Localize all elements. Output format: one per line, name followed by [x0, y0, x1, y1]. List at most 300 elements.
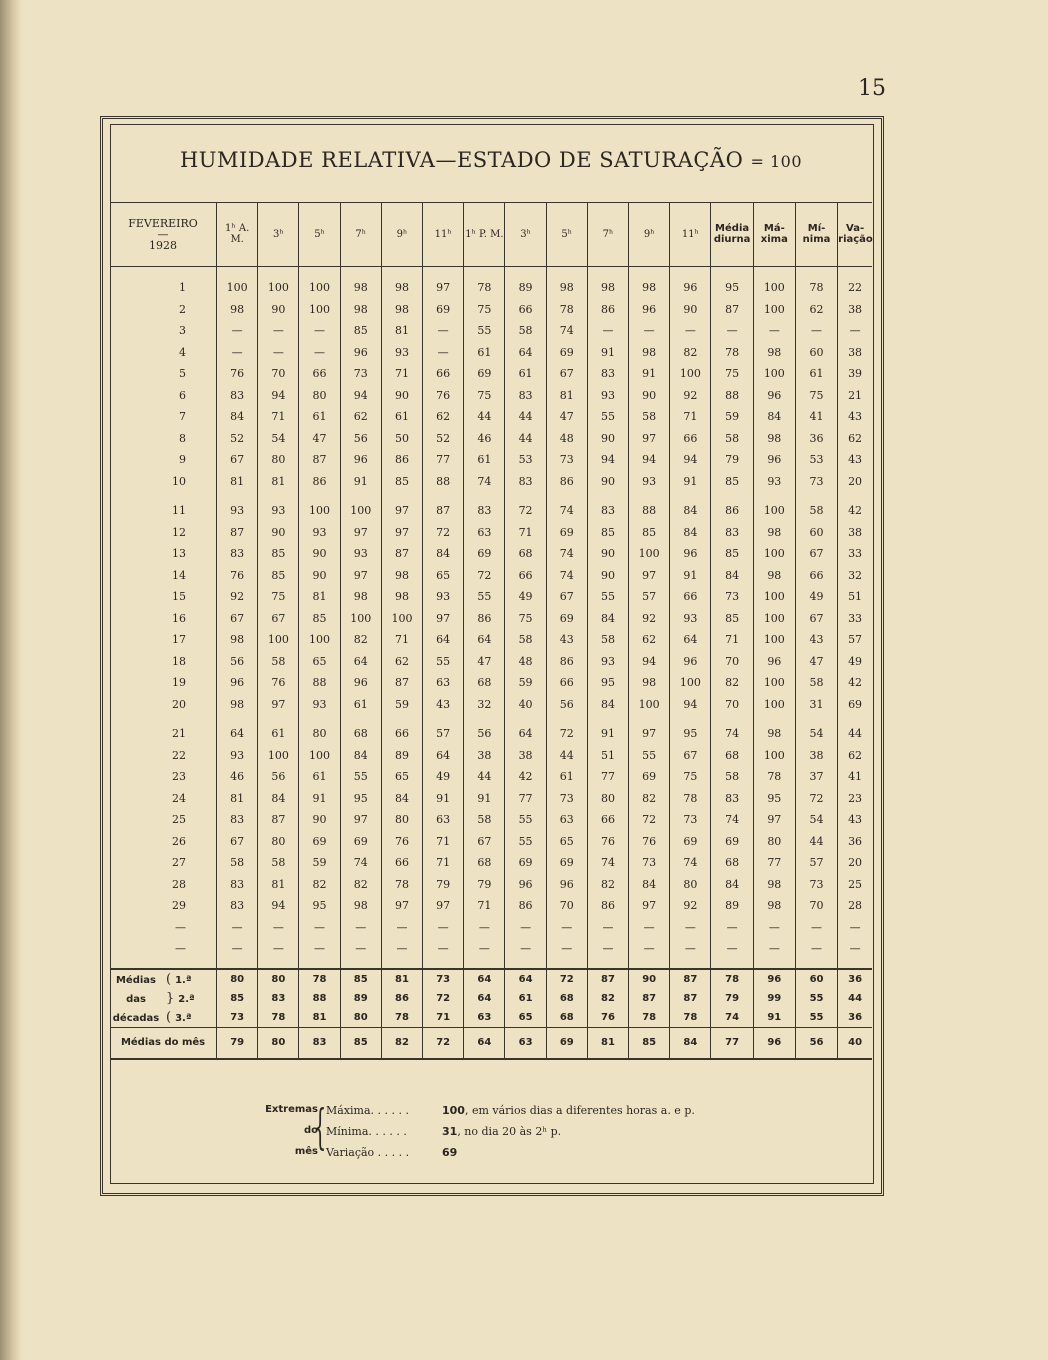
value-cell: 90 — [381, 385, 422, 407]
value-cell: 96 — [629, 299, 670, 321]
value-cell: 75 — [795, 385, 837, 407]
value-cell: 75 — [464, 299, 505, 321]
decade-value: 36 — [838, 969, 872, 989]
value-cell: 43 — [848, 453, 863, 467]
value-cell: 95 — [670, 723, 711, 745]
value-cell: 63 — [423, 809, 464, 831]
decade-value: 89 — [340, 989, 381, 1008]
decade-label-word: Médias — [115, 974, 157, 986]
value-cell: 55 — [629, 745, 670, 767]
value-cell: 48 — [546, 428, 587, 450]
value-cell: 81 — [546, 385, 587, 407]
extreme-key: Mínima. . . . . . — [326, 1125, 407, 1138]
value-cell: — — [423, 917, 464, 939]
spacer-cell — [464, 267, 505, 278]
value-cell: 74 — [546, 543, 587, 565]
value-cell: 98 — [629, 342, 670, 364]
value-cell: 88 — [711, 385, 753, 407]
decade-value: 76 — [587, 1008, 628, 1028]
humidity-table — [110, 202, 872, 1060]
decade-value: 68 — [546, 989, 587, 1008]
value-cell: 100 — [753, 608, 795, 630]
spacer-cell — [546, 715, 587, 723]
value-cell: 83 — [217, 809, 258, 831]
table-row — [110, 852, 872, 874]
value-cell: 91 — [670, 471, 711, 493]
value-cell: — — [217, 917, 258, 939]
value-cell: 55 — [587, 406, 628, 428]
value-cell: 55 — [587, 586, 628, 608]
spacer-cell — [795, 267, 837, 278]
value-cell: 100 — [299, 629, 340, 651]
decade-value: 72 — [546, 969, 587, 989]
decade-value: 55 — [795, 1008, 837, 1028]
spacer-cell — [587, 960, 628, 969]
spacer-cell — [381, 715, 422, 723]
value-cell: 20 — [848, 856, 863, 870]
value-cell: 92 — [629, 608, 670, 630]
value-cell: 76 — [217, 565, 258, 587]
value-cell: 98 — [340, 299, 381, 321]
month-average-value: 80 — [258, 1027, 299, 1059]
value-cell: 67 — [464, 831, 505, 853]
value-cell: 87 — [217, 522, 258, 544]
value-cell: 96 — [670, 651, 711, 673]
table-row — [110, 651, 872, 673]
value-cell: 90 — [299, 565, 340, 587]
value-cell: 80 — [587, 788, 628, 810]
value-cell: 62 — [848, 748, 863, 762]
day-cell: 14 — [110, 565, 217, 587]
value-cell: — — [340, 938, 381, 960]
table-row — [110, 277, 872, 299]
value-cell: 56 — [258, 766, 299, 788]
value-cell: 62 — [848, 431, 863, 445]
day-cell: 6 — [110, 385, 217, 407]
value-cell: 59 — [299, 852, 340, 874]
value-cell: — — [670, 938, 711, 960]
spacer-cell — [587, 715, 628, 723]
value-cell: 94 — [629, 651, 670, 673]
value-cell: 74 — [546, 500, 587, 522]
value-cell: 94 — [629, 449, 670, 471]
table-row — [110, 766, 872, 788]
value-cell: 98 — [381, 565, 422, 587]
decade-value: 64 — [505, 969, 546, 989]
value-cell: 84 — [340, 745, 381, 767]
value-cell: 38 — [848, 525, 863, 539]
value-cell: 100 — [753, 299, 795, 321]
value-cell: 57 — [795, 852, 837, 874]
value-cell: 69 — [505, 852, 546, 874]
header-maxima: Má- xima — [753, 202, 795, 267]
value-cell: 83 — [464, 500, 505, 522]
value-cell: 69 — [848, 697, 863, 711]
spacer-cell — [217, 960, 258, 969]
decade-row — [110, 989, 872, 1008]
value-cell: — — [795, 917, 837, 939]
value-cell: 61 — [546, 766, 587, 788]
value-cell: 55 — [464, 586, 505, 608]
value-cell: 32 — [848, 568, 863, 582]
value-cell: 66 — [381, 852, 422, 874]
value-cell: 93 — [587, 385, 628, 407]
value-cell: 68 — [464, 672, 505, 694]
value-cell: 100 — [753, 500, 795, 522]
value-cell: 93 — [381, 342, 422, 364]
decade-value: 86 — [381, 989, 422, 1008]
value-cell: 83 — [217, 895, 258, 917]
value-cell: 83 — [587, 500, 628, 522]
value-cell: 96 — [670, 543, 711, 565]
value-cell: 39 — [848, 367, 863, 381]
value-cell: 97 — [381, 895, 422, 917]
value-cell: 46 — [464, 428, 505, 450]
decade-value: 80 — [340, 1008, 381, 1028]
value-cell: 89 — [711, 895, 753, 917]
value-cell: 81 — [217, 471, 258, 493]
spacer-cell — [381, 267, 422, 278]
header-year: 1928 — [149, 238, 178, 252]
value-cell: 56 — [340, 428, 381, 450]
spacer-cell — [381, 960, 422, 969]
spacer-cell — [258, 267, 299, 278]
value-cell: 97 — [629, 723, 670, 745]
value-cell: 82 — [587, 874, 628, 896]
value-cell: 47 — [546, 406, 587, 428]
header-hour-4: 9ʰ — [381, 202, 422, 267]
spacer-cell — [110, 492, 217, 500]
value-cell: 92 — [217, 586, 258, 608]
month-average-value: 84 — [670, 1027, 711, 1059]
value-cell: 54 — [258, 428, 299, 450]
value-cell: 44 — [546, 745, 587, 767]
value-cell: 90 — [299, 543, 340, 565]
value-cell: 58 — [217, 852, 258, 874]
value-cell: 98 — [381, 299, 422, 321]
header-hour-2: 5ʰ — [299, 202, 340, 267]
value-cell: 82 — [670, 342, 711, 364]
value-cell: 66 — [587, 809, 628, 831]
value-cell: — — [795, 938, 837, 960]
value-cell: 49 — [795, 586, 837, 608]
decade-value: 78 — [381, 1008, 422, 1028]
value-cell: — — [258, 917, 299, 939]
spacer-cell — [670, 267, 711, 278]
spacer-cell — [423, 715, 464, 723]
day-cell: 1 — [110, 277, 217, 299]
decade-value: 88 — [299, 989, 340, 1008]
value-cell: 78 — [381, 874, 422, 896]
day-cell: 9 — [110, 449, 217, 471]
value-cell: 100 — [753, 629, 795, 651]
spacer-cell — [670, 715, 711, 723]
decade-value: 55 — [795, 989, 837, 1008]
value-cell: 38 — [464, 745, 505, 767]
header-row — [110, 202, 872, 267]
value-cell: — — [670, 917, 711, 939]
value-cell: — — [711, 938, 753, 960]
value-cell: 87 — [423, 500, 464, 522]
value-cell: 21 — [848, 388, 863, 402]
value-cell: 84 — [258, 788, 299, 810]
value-cell: 94 — [670, 449, 711, 471]
value-cell: 43 — [546, 629, 587, 651]
value-cell: 72 — [795, 788, 837, 810]
value-cell: 44 — [505, 428, 546, 450]
header-hour-6: 1ʰ P. M. — [464, 202, 505, 267]
value-cell: 71 — [423, 831, 464, 853]
day-cell: 11 — [110, 500, 217, 522]
spacer-row — [110, 267, 872, 278]
decade-value: 64 — [464, 969, 505, 989]
value-cell: 80 — [753, 831, 795, 853]
table-body — [110, 267, 872, 1059]
value-cell: 98 — [753, 565, 795, 587]
day-cell: 18 — [110, 651, 217, 673]
value-cell: 67 — [217, 831, 258, 853]
value-cell: 61 — [299, 766, 340, 788]
value-cell: 78 — [753, 766, 795, 788]
value-cell: 100 — [381, 608, 422, 630]
value-cell: 61 — [505, 363, 546, 385]
value-cell: 68 — [340, 723, 381, 745]
value-cell: 59 — [505, 672, 546, 694]
value-cell: 98 — [217, 299, 258, 321]
value-cell: 57 — [423, 723, 464, 745]
value-cell: 43 — [423, 694, 464, 716]
value-cell: 81 — [299, 586, 340, 608]
value-cell: 100 — [753, 363, 795, 385]
title-box — [110, 124, 872, 203]
extreme-row — [110, 1104, 872, 1124]
value-cell: 69 — [711, 831, 753, 853]
value-cell: 69 — [464, 363, 505, 385]
value-cell: — — [711, 320, 753, 342]
day-cell: 4 — [110, 342, 217, 364]
extreme-number: 31 — [442, 1125, 458, 1138]
spacer-cell — [258, 492, 299, 500]
spacer-cell — [670, 492, 711, 500]
value-cell: 79 — [423, 874, 464, 896]
spacer-cell — [423, 492, 464, 500]
table-row — [110, 449, 872, 471]
value-cell: 83 — [217, 385, 258, 407]
value-cell: 73 — [340, 363, 381, 385]
value-cell: 98 — [546, 277, 587, 299]
header-media: Média diurna — [711, 202, 753, 267]
value-cell: 100 — [753, 543, 795, 565]
value-cell: 97 — [340, 565, 381, 587]
value-cell: 54 — [795, 809, 837, 831]
value-cell: 59 — [381, 694, 422, 716]
value-cell: — — [505, 917, 546, 939]
decade-ordinal: 3.ª — [175, 1012, 192, 1024]
value-cell: 74 — [546, 565, 587, 587]
value-cell: 98 — [340, 895, 381, 917]
value-cell: — — [299, 917, 340, 939]
title-suffix: = 100 — [750, 152, 803, 171]
value-cell: 95 — [299, 895, 340, 917]
value-cell: 58 — [258, 852, 299, 874]
value-cell: 67 — [546, 363, 587, 385]
spacer-cell — [838, 267, 872, 278]
value-cell: 91 — [340, 471, 381, 493]
value-cell: 69 — [546, 342, 587, 364]
spacer-cell — [711, 960, 753, 969]
value-cell: 80 — [670, 874, 711, 896]
value-cell: 53 — [505, 449, 546, 471]
brace-glyph: } — [166, 990, 175, 1006]
spacer-cell — [629, 492, 670, 500]
decade-value: 72 — [423, 989, 464, 1008]
value-cell: 82 — [340, 874, 381, 896]
spacer-cell — [464, 715, 505, 723]
spacer-cell — [258, 960, 299, 969]
spacer-cell — [546, 960, 587, 969]
value-cell: 58 — [795, 672, 837, 694]
value-cell: 97 — [381, 500, 422, 522]
value-cell: 98 — [753, 522, 795, 544]
value-cell: 60 — [795, 342, 837, 364]
value-cell: 96 — [505, 874, 546, 896]
day-cell: — — [110, 938, 217, 960]
value-cell: — — [217, 342, 258, 364]
value-cell: 94 — [340, 385, 381, 407]
value-cell: 59 — [711, 406, 753, 428]
value-cell: 76 — [587, 831, 628, 853]
value-cell: 86 — [546, 471, 587, 493]
spacer-cell — [587, 267, 628, 278]
value-cell: 88 — [629, 500, 670, 522]
decade-value: 78 — [670, 1008, 711, 1028]
spacer-cell — [795, 492, 837, 500]
value-cell: — — [381, 938, 422, 960]
value-cell: 67 — [217, 449, 258, 471]
value-cell: 85 — [299, 608, 340, 630]
value-cell: 56 — [546, 694, 587, 716]
extreme-value — [442, 1146, 457, 1159]
value-cell: 94 — [258, 385, 299, 407]
value-cell: 76 — [381, 831, 422, 853]
value-cell: 43 — [848, 813, 863, 827]
decade-value: 78 — [711, 969, 753, 989]
value-cell: 61 — [381, 406, 422, 428]
header-hour-9: 7ʰ — [587, 202, 628, 267]
spacer-cell — [340, 492, 381, 500]
value-cell: 95 — [587, 672, 628, 694]
decade-value: 63 — [464, 1008, 505, 1028]
value-cell: 50 — [381, 428, 422, 450]
value-cell: 63 — [546, 809, 587, 831]
day-cell: 17 — [110, 629, 217, 651]
value-cell: 100 — [299, 277, 340, 299]
value-cell: 90 — [258, 522, 299, 544]
decade-value: 78 — [629, 1008, 670, 1028]
brace-glyph: { — [314, 1099, 327, 1155]
value-cell: 38 — [848, 345, 863, 359]
value-cell: 94 — [587, 449, 628, 471]
value-cell: 55 — [505, 809, 546, 831]
value-cell: 47 — [795, 651, 837, 673]
spacer-cell — [217, 492, 258, 500]
value-cell: 100 — [753, 277, 795, 299]
spacer-cell — [838, 715, 872, 723]
value-cell: 94 — [258, 895, 299, 917]
spacer-row — [110, 960, 872, 969]
decade-value: 85 — [340, 969, 381, 989]
value-cell: 83 — [505, 385, 546, 407]
value-cell: 97 — [340, 809, 381, 831]
value-cell: 47 — [464, 651, 505, 673]
spacer-cell — [381, 492, 422, 500]
decade-value: 87 — [670, 969, 711, 989]
value-cell: 92 — [670, 385, 711, 407]
decade-value: 81 — [381, 969, 422, 989]
value-cell: 83 — [217, 874, 258, 896]
spacer-cell — [753, 715, 795, 723]
value-cell: 66 — [505, 565, 546, 587]
decade-value: 83 — [258, 989, 299, 1008]
value-cell: — — [299, 320, 340, 342]
spacer-cell — [299, 267, 340, 278]
decade-ordinal: 1.ª — [175, 974, 192, 986]
table-row — [110, 608, 872, 630]
spacer-cell — [299, 715, 340, 723]
value-cell: 61 — [795, 363, 837, 385]
value-cell: 74 — [711, 723, 753, 745]
value-cell: 55 — [464, 320, 505, 342]
value-cell: 75 — [670, 766, 711, 788]
month-average-value: 69 — [546, 1027, 587, 1059]
value-cell: 92 — [670, 895, 711, 917]
value-cell: 69 — [629, 766, 670, 788]
value-cell: 67 — [217, 608, 258, 630]
value-cell: 82 — [711, 672, 753, 694]
value-cell: 61 — [258, 723, 299, 745]
value-cell: 58 — [258, 651, 299, 673]
value-cell: 52 — [423, 428, 464, 450]
table-row — [110, 565, 872, 587]
decade-value: 36 — [848, 1011, 863, 1023]
decade-value: 99 — [753, 989, 795, 1008]
value-cell: 96 — [217, 672, 258, 694]
value-cell: 98 — [340, 277, 381, 299]
value-cell: 90 — [670, 299, 711, 321]
value-cell: 97 — [340, 522, 381, 544]
value-cell: 58 — [711, 428, 753, 450]
spacer-cell — [505, 492, 546, 500]
day-cell: 10 — [110, 471, 217, 493]
table-row — [110, 874, 872, 896]
day-cell: 3 — [110, 320, 217, 342]
value-cell: 98 — [381, 277, 422, 299]
value-cell: 69 — [546, 522, 587, 544]
value-cell: 41 — [795, 406, 837, 428]
value-cell: — — [258, 342, 299, 364]
spacer-cell — [423, 267, 464, 278]
value-cell: 64 — [670, 629, 711, 651]
value-cell: 36 — [848, 834, 863, 848]
value-cell: 41 — [848, 770, 863, 784]
page-number: 15 — [858, 76, 886, 101]
value-cell: 70 — [711, 694, 753, 716]
value-cell: 58 — [505, 320, 546, 342]
value-cell: 58 — [464, 809, 505, 831]
value-cell: 90 — [258, 299, 299, 321]
value-cell: 81 — [217, 788, 258, 810]
table-row — [110, 428, 872, 450]
